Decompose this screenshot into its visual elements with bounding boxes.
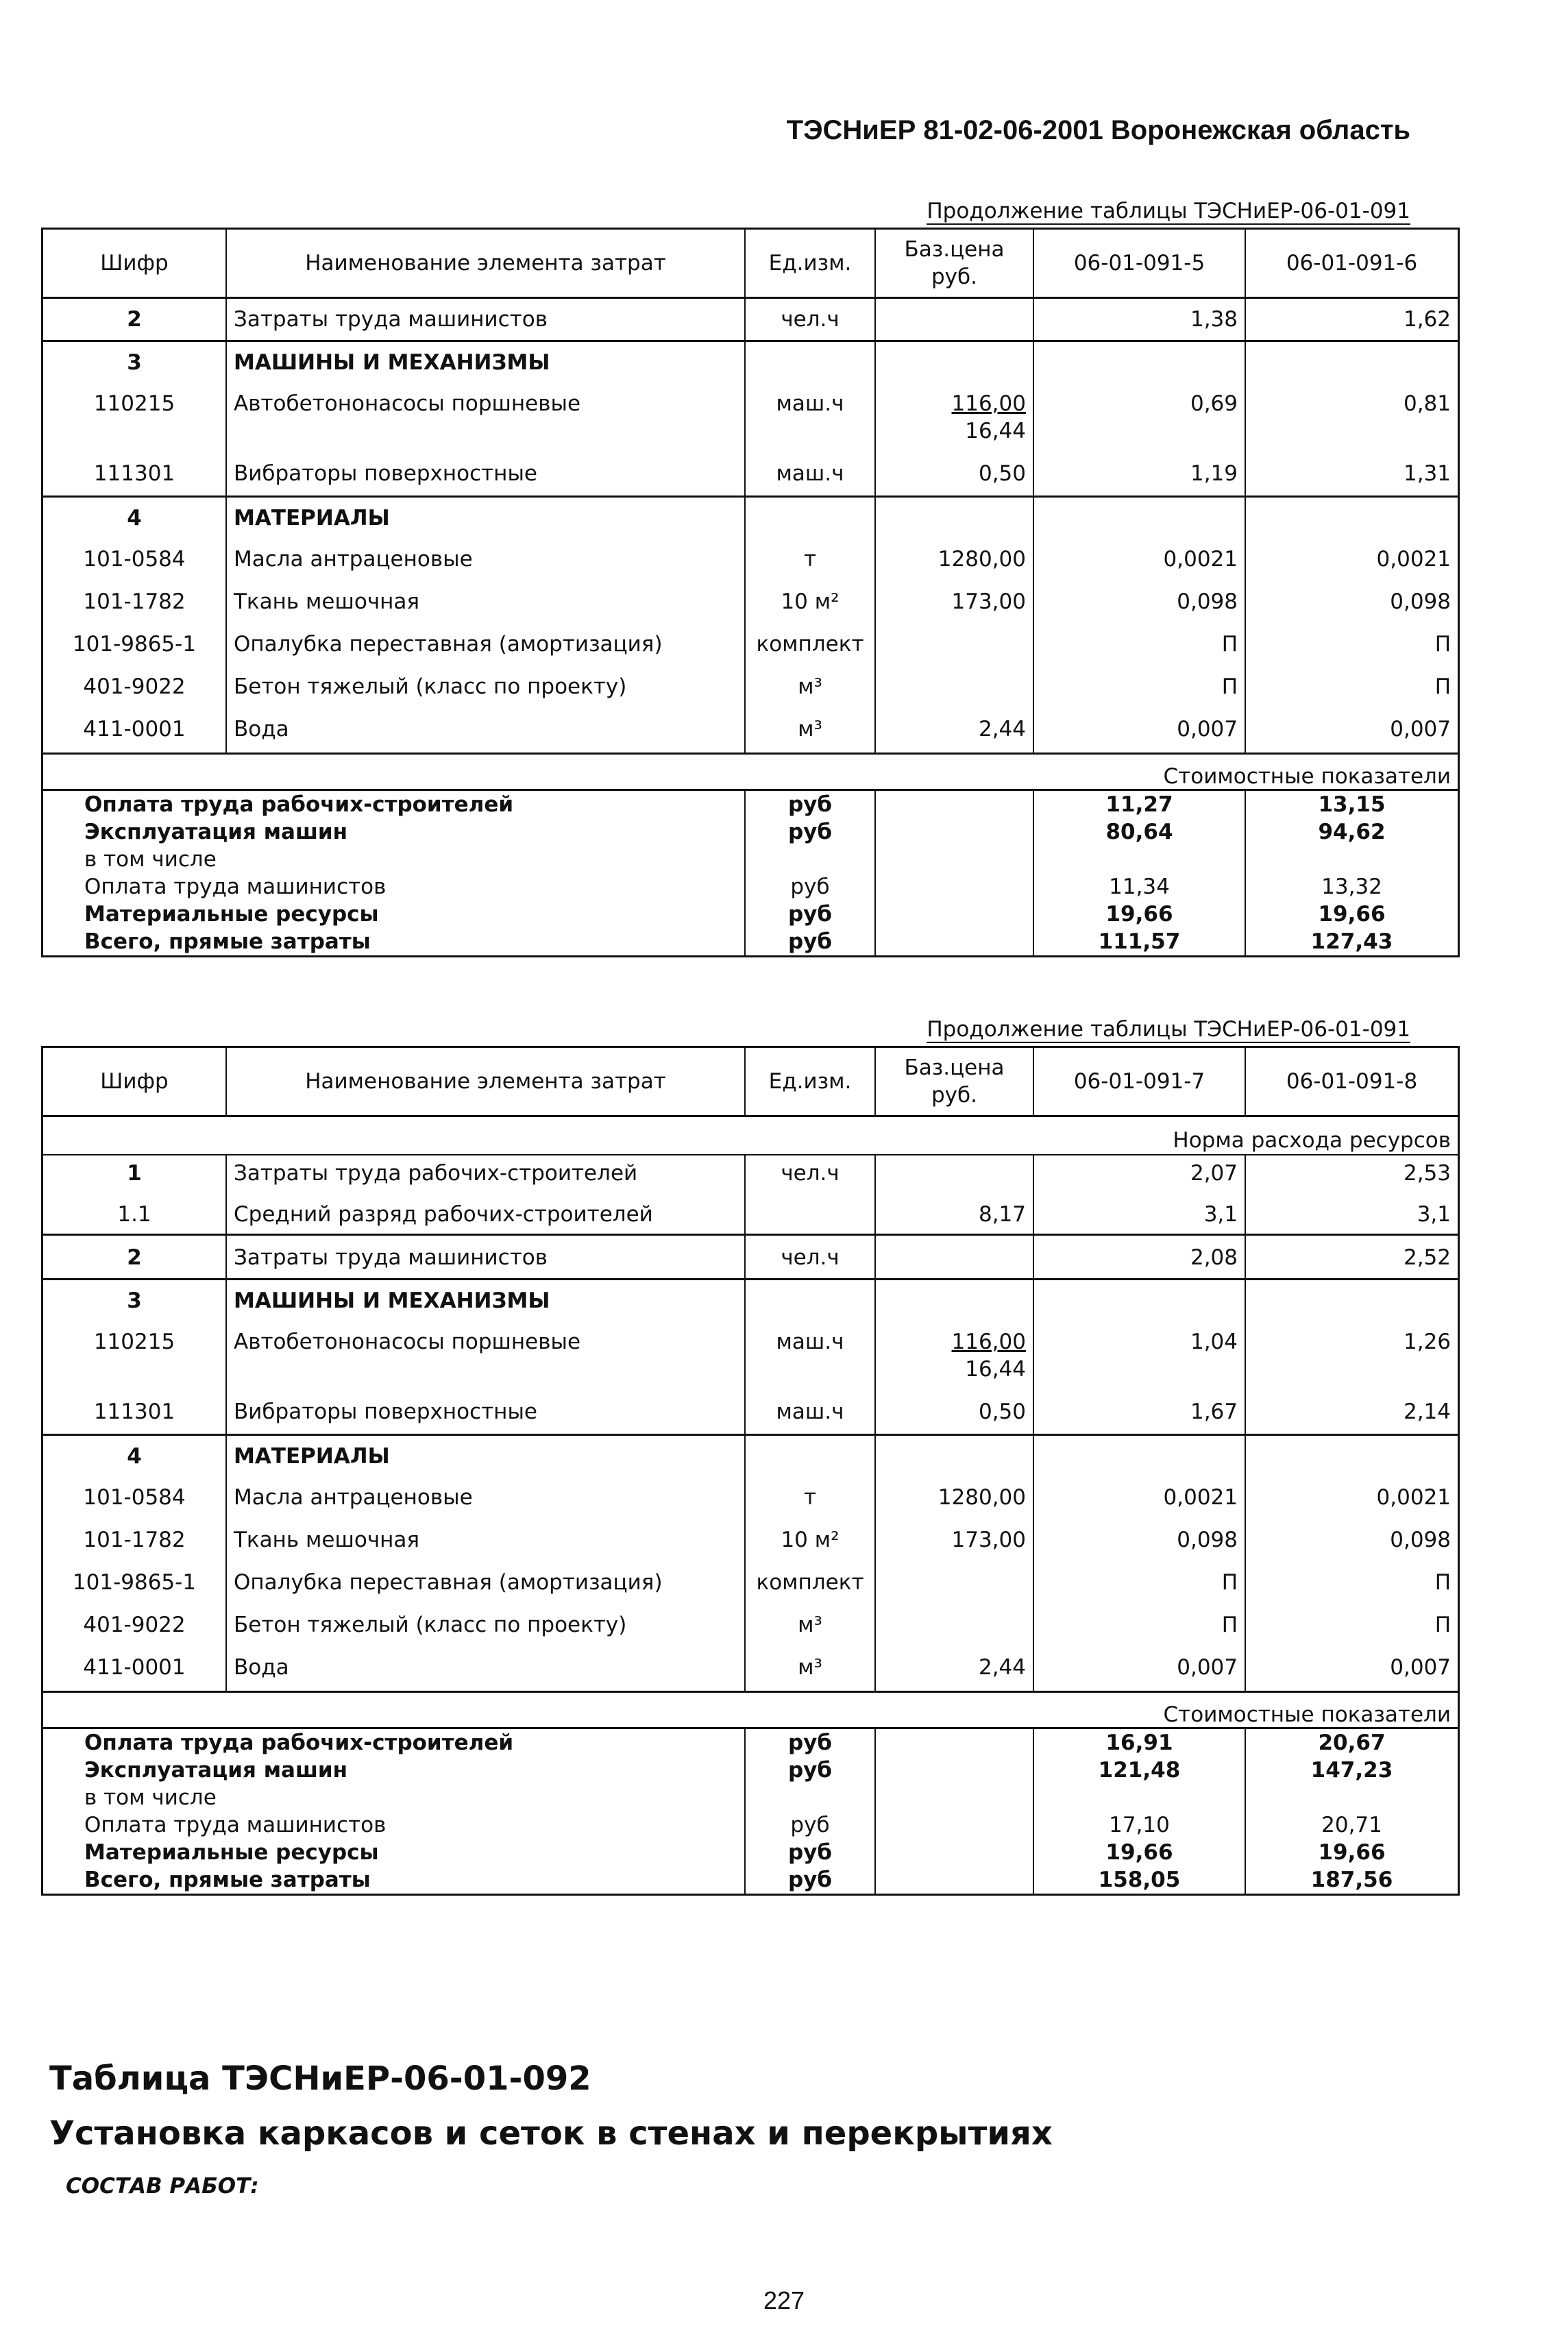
cost-indicators-title: Стоимостные показатели bbox=[42, 1692, 1459, 1728]
table-row: Оплата труда рабочих-строителей руб 16,91 20,67 bbox=[42, 1728, 1459, 1757]
table-header-row bbox=[42, 229, 1459, 298]
table-row: Оплата труда рабочих-строителей руб 11,27 13,15 bbox=[42, 790, 1459, 819]
norm-title: Норма расхода ресурсов bbox=[42, 1116, 1459, 1155]
header-price: Баз.цена руб. bbox=[875, 1047, 1033, 1116]
norm-title-row bbox=[42, 1116, 1459, 1155]
table-row: 2 Затраты труда машинистов чел.ч 2,08 2,52 bbox=[42, 1235, 1459, 1280]
table-row: 411-0001 Вода м³ 2,44 0,007 0,007 bbox=[42, 700, 1459, 754]
continuation-label-1: Продолжение таблицы ТЭСНиЕР-06-01-091 bbox=[927, 199, 1410, 223]
table-row: 101-9865-1 Опалубка переставная (амортизация) комплект П П bbox=[42, 1554, 1459, 1596]
table-row: 101-1782 Ткань мешочная 10 м² 173,00 0,098 0,098 bbox=[42, 573, 1459, 615]
table-row: 111301 Вибраторы поверхностные маш.ч 0,50 1,67 2,14 bbox=[42, 1383, 1459, 1435]
table-row: Материальные ресурсы руб 19,66 19,66 bbox=[42, 1839, 1459, 1866]
table-row-group: 3 МАШИНЫ И МЕХАНИЗМЫ bbox=[42, 1280, 1459, 1315]
table-row: 101-0584 Масла антраценовые т 1280,00 0,0021 0,0021 bbox=[42, 1470, 1459, 1511]
table-row: Материальные ресурсы руб 19,66 19,66 bbox=[42, 901, 1459, 928]
table-row: Оплата труда машинистов руб 17,10 20,71 bbox=[42, 1811, 1459, 1839]
table-row: Всего, прямые затраты руб 111,57 127,43 bbox=[42, 928, 1459, 957]
table-row: Эксплуатация машин руб 121,48 147,23 bbox=[42, 1757, 1459, 1784]
header-name: Наименование элемента затрат bbox=[226, 229, 745, 298]
table-row: Всего, прямые затраты руб 158,05 187,56 bbox=[42, 1866, 1459, 1895]
cost-indicators-row bbox=[42, 1692, 1459, 1728]
table-row: 101-9865-1 Опалубка переставная (амортизация) комплект П П bbox=[42, 615, 1459, 658]
continuation-label-2: Продолжение таблицы ТЭСНиЕР-06-01-091 bbox=[927, 1017, 1410, 1042]
cost-indicators-title: Стоимостные показатели bbox=[42, 754, 1459, 790]
table-row: Эксплуатация машин руб 80,64 94,62 bbox=[42, 818, 1459, 846]
header-unit: Ед.изм. bbox=[745, 1047, 875, 1116]
header-col-a: 06-01-091-5 bbox=[1033, 229, 1245, 298]
header-name: Наименование элемента затрат bbox=[226, 1047, 745, 1116]
works-composition-label: СОСТАВ РАБОТ: bbox=[66, 2174, 259, 2199]
section-subtitle: Установка каркасов и сеток в стенах и перекрытиях bbox=[49, 2114, 1053, 2153]
resource-table-2 bbox=[41, 1046, 1460, 1896]
table-row: в том числе bbox=[42, 1784, 1459, 1811]
table-row: 411-0001 Вода м³ 2,44 0,007 0,007 bbox=[42, 1639, 1459, 1692]
table-row: 401-9022 Бетон тяжелый (класс по проекту) м³ П П bbox=[42, 1596, 1459, 1639]
table-row: 111301 Вибраторы поверхностные маш.ч 0,50 1,19 1,31 bbox=[42, 445, 1459, 497]
table-row: 110215 Автобетононасосы поршневые маш.ч 116,00 16,44 0,69 0,81 bbox=[42, 376, 1459, 445]
header-col-b: 06-01-091-8 bbox=[1245, 1047, 1459, 1116]
table-row: 101-1782 Ткань мешочная 10 м² 173,00 0,098 0,098 bbox=[42, 1511, 1459, 1554]
table-row: 101-0584 Масла антраценовые т 1280,00 0,0021 0,0021 bbox=[42, 532, 1459, 573]
table-row: 110215 Автобетононасосы поршневые маш.ч 116,00 16,44 1,04 1,26 bbox=[42, 1314, 1459, 1383]
table-row: 2 Затраты труда машинистов чел.ч 1,38 1,62 bbox=[42, 306, 1459, 333]
table-row: 401-9022 Бетон тяжелый (класс по проекту) м³ П П bbox=[42, 658, 1459, 700]
resource-table-1 bbox=[41, 228, 1460, 957]
header-code: Шифр bbox=[42, 1047, 227, 1116]
section-table-title: Таблица ТЭСНиЕР-06-01-092 bbox=[49, 2059, 591, 2098]
table-row: 1 Затраты труда рабочих-строителей чел.ч 2,07 2,53 bbox=[42, 1155, 1459, 1187]
header-code: Шифр bbox=[42, 229, 227, 298]
page-number: 227 bbox=[763, 2286, 805, 2314]
header-col-b: 06-01-091-6 bbox=[1245, 229, 1459, 298]
table-row-group: 4 МАТЕРИАЛЫ bbox=[42, 1435, 1459, 1471]
table-row-group: 3 МАШИНЫ И МЕХАНИЗМЫ bbox=[42, 341, 1459, 377]
header-unit: Ед.изм. bbox=[745, 229, 875, 298]
table-row: 1.1 Средний разряд рабочих-строителей 8,17 3,1 3,1 bbox=[42, 1187, 1459, 1235]
header-col-a: 06-01-091-7 bbox=[1033, 1047, 1245, 1116]
table-row: Оплата труда машинистов руб 11,34 13,32 bbox=[42, 873, 1459, 901]
table-row: в том числе bbox=[42, 846, 1459, 873]
table-row-group: 4 МАТЕРИАЛЫ bbox=[42, 497, 1459, 533]
header-price: Баз.цена руб. bbox=[875, 229, 1033, 298]
cost-indicators-row bbox=[42, 754, 1459, 790]
table-header-row bbox=[42, 1047, 1459, 1116]
document-header-title: ТЭСНиЕР 81-02-06-2001 Воронежская область bbox=[786, 115, 1410, 145]
